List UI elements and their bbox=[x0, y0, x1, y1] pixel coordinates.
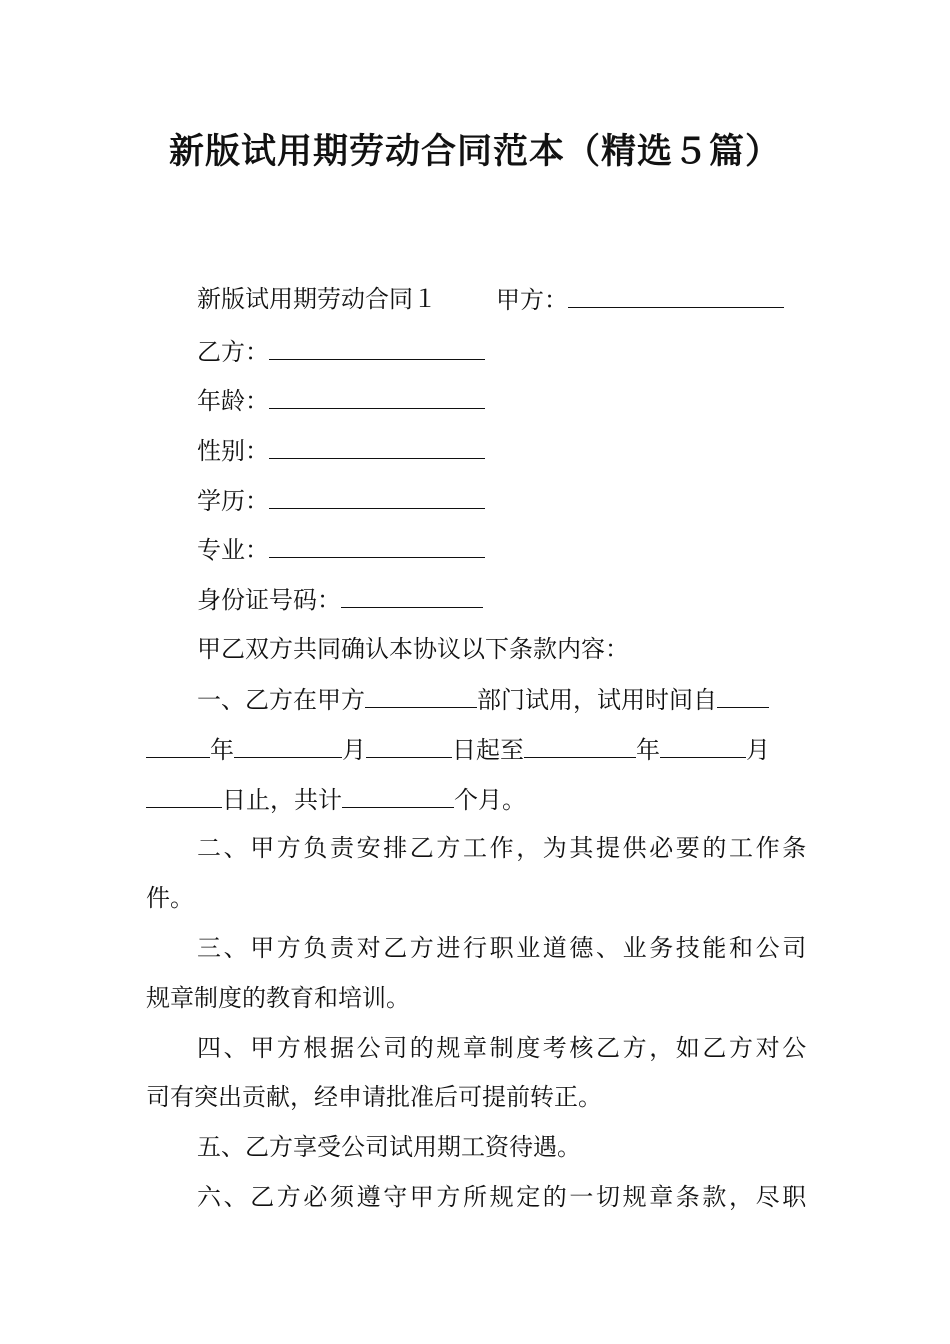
party-b-line bbox=[197, 335, 485, 368]
clause1-text-g: 月 bbox=[746, 736, 770, 764]
id-number-blank[interactable] bbox=[341, 583, 483, 608]
party-b-blank[interactable] bbox=[269, 335, 485, 360]
party-b-label: 乙方： bbox=[197, 338, 269, 366]
clause1-text-b: 部门试用，试用时间自 bbox=[477, 686, 717, 714]
department-blank[interactable] bbox=[365, 683, 477, 708]
clause3-line1: 三、甲方负责对乙方进行职业道德、业务技能和公司 bbox=[197, 934, 809, 962]
start-year-blank-a[interactable] bbox=[717, 683, 769, 708]
party-a-blank[interactable] bbox=[568, 283, 784, 308]
major-label: 专业： bbox=[197, 536, 269, 564]
id-number-line bbox=[197, 583, 483, 616]
clause1-text-a: 一、乙方在甲方 bbox=[197, 686, 365, 714]
major-blank[interactable] bbox=[269, 533, 485, 558]
age-label: 年龄： bbox=[197, 387, 269, 415]
start-year-blank-b[interactable] bbox=[146, 733, 210, 758]
end-year-blank[interactable] bbox=[524, 733, 636, 758]
education-label: 学历： bbox=[197, 487, 269, 515]
clause2-line1: 二、甲方负责安排乙方工作，为其提供必要的工作条 bbox=[197, 834, 809, 862]
clause1-line2 bbox=[146, 733, 770, 766]
age-line bbox=[197, 384, 485, 417]
total-months-blank[interactable] bbox=[342, 783, 454, 808]
clause4-line1: 四、甲方根据公司的规章制度考核乙方，如乙方对公 bbox=[197, 1034, 809, 1062]
section-heading: 新版试用期劳动合同１ bbox=[197, 285, 437, 313]
education-blank[interactable] bbox=[269, 484, 485, 509]
section-heading-line bbox=[197, 283, 437, 315]
document-title: 新版试用期劳动合同范本（精选５篇） bbox=[168, 132, 781, 172]
id-number-label: 身份证号码： bbox=[197, 586, 341, 614]
gender-blank[interactable] bbox=[269, 434, 485, 459]
clause1-text-f: 年 bbox=[636, 736, 660, 764]
gender-label: 性别： bbox=[197, 437, 269, 465]
clause1-line1 bbox=[197, 683, 769, 716]
party-a-label: 甲方： bbox=[496, 286, 568, 314]
clause1-text-d: 月 bbox=[342, 736, 366, 764]
party-a-line bbox=[496, 283, 784, 316]
clause1-text-e: 日起至 bbox=[452, 736, 524, 764]
clause1-text-h: 日止，共计 bbox=[222, 786, 342, 814]
age-blank[interactable] bbox=[269, 384, 485, 409]
clause5-line: 五、乙方享受公司试用期工资待遇。 bbox=[197, 1133, 581, 1161]
education-line bbox=[197, 484, 485, 517]
start-day-blank[interactable] bbox=[366, 733, 452, 758]
clause1-line3 bbox=[146, 783, 526, 816]
clause1-text-i: 个月。 bbox=[454, 786, 526, 814]
clause1-text-c: 年 bbox=[210, 736, 234, 764]
clause6-line1: 六、乙方必须遵守甲方所规定的一切规章条款，尽职 bbox=[197, 1183, 809, 1211]
clause4-line2: 司有突出贡献，经申请批准后可提前转正。 bbox=[146, 1083, 602, 1111]
end-month-blank[interactable] bbox=[660, 733, 746, 758]
clause3-line2: 规章制度的教育和培训。 bbox=[146, 984, 410, 1012]
intro-paragraph: 甲乙双方共同确认本协议以下条款内容： bbox=[197, 635, 629, 663]
gender-line bbox=[197, 434, 485, 467]
start-month-blank[interactable] bbox=[234, 733, 342, 758]
major-line bbox=[197, 533, 485, 566]
end-day-blank[interactable] bbox=[146, 783, 222, 808]
clause2-line2: 件。 bbox=[146, 884, 194, 912]
